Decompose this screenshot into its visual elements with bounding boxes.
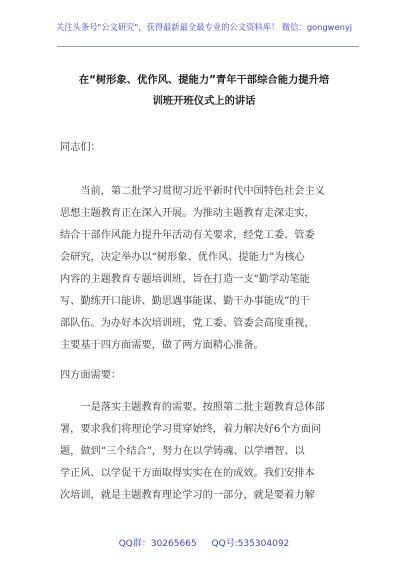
paragraph-point-one — [60, 397, 352, 507]
paragraph-line: 结合干部作风能力提升年活动有关要求，经党工委、管委 — [60, 230, 315, 241]
paragraph-line: 思想主题教育正在深入开展。为推动主题教育走深走实， — [60, 208, 315, 219]
header-note: 关注头条号"公文研究"，获得最新最全最专业的公文资料库！ 微信：gongwenyj — [55, 22, 353, 32]
footer-qq-number: QQ号:535304092 — [211, 539, 290, 549]
paragraph-line: 学正风、以学促干方面取得实实在在的成效。我们安排本 — [60, 468, 315, 479]
paragraph-line: 次培训，就是主题教育理论学习的一部分，就是要着力解 — [60, 490, 315, 501]
blank-line — [60, 357, 352, 365]
section-heading-text: 四方面需要： — [60, 370, 122, 381]
paragraph-line: 写、勤练开口能讲、勤思遇事能谋、勤干办事能成”的干 — [60, 296, 310, 307]
paragraph-line: 主要基于四方面需要，做了两方面精心准备。 — [60, 340, 264, 351]
paragraph-line: 一是落实主题教育的需要。按照第二批主题教育总体部 — [60, 402, 325, 413]
paragraph-line: 当前，第二批学习贯彻习近平新时代中国特色社会主义 — [60, 186, 325, 197]
document-body — [60, 137, 352, 507]
title-line: 训班开班仪式上的讲话 — [152, 95, 256, 107]
blank-line — [60, 159, 352, 181]
paragraph-intro — [60, 181, 352, 357]
blank-line — [60, 387, 352, 397]
title-line: 在“树形象、优作风、提能力”青年干部综合能力提升培 — [78, 74, 330, 86]
paragraph-line: 署，要求我们将理论学习贯穿始终，着力解决好6个方面问 — [60, 424, 322, 435]
greeting — [60, 137, 352, 159]
paragraph-line: 内容的主题教育专题培训班，旨在打造一支“勤学动笔能 — [60, 274, 310, 285]
document-title — [40, 70, 368, 112]
section-heading — [60, 365, 352, 387]
footer-contact — [0, 536, 408, 549]
header-divider — [57, 46, 359, 47]
paragraph-line: 题，做到“三个结合”，努力在以学铸魂、以学增智、以 — [60, 446, 305, 457]
footer-qq-group: QQ群：30265665 — [118, 539, 197, 549]
greeting-text: 同志们： — [60, 142, 101, 153]
paragraph-line: 部队伍。为办好本次培训班，党工委、管委会高度重视， — [60, 318, 315, 329]
paragraph-line: 会研究，决定举办以“树形象、优作风、提能力”为核心 — [60, 252, 305, 263]
